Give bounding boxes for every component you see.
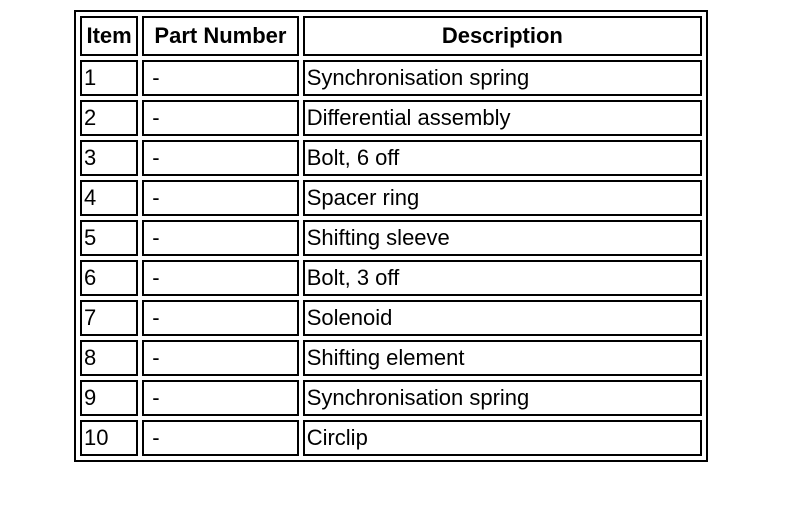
cell-part-number: - [142, 180, 299, 216]
cell-part-number: - [142, 100, 299, 136]
cell-item: 3 [80, 140, 138, 176]
table-header-row [80, 16, 702, 56]
table-row [80, 60, 702, 96]
table-row [80, 340, 702, 376]
cell-description: Shifting element [303, 340, 702, 376]
header-description: Description [303, 16, 702, 56]
cell-item: 7 [80, 300, 138, 336]
cell-item: 1 [80, 60, 138, 96]
table-row [80, 180, 702, 216]
cell-item: 2 [80, 100, 138, 136]
cell-part-number: - [142, 300, 299, 336]
table-row [80, 300, 702, 336]
header-part-number: Part Number [142, 16, 299, 56]
header-item: Item [80, 16, 138, 56]
table-row [80, 260, 702, 296]
cell-description: Solenoid [303, 300, 702, 336]
cell-part-number: - [142, 340, 299, 376]
cell-description: Bolt, 6 off [303, 140, 702, 176]
cell-description: Synchronisation spring [303, 60, 702, 96]
cell-description: Shifting sleeve [303, 220, 702, 256]
cell-part-number: - [142, 60, 299, 96]
table-row [80, 100, 702, 136]
cell-part-number: - [142, 260, 299, 296]
cell-item: 6 [80, 260, 138, 296]
cell-part-number: - [142, 220, 299, 256]
cell-description: Spacer ring [303, 180, 702, 216]
parts-table [74, 10, 708, 462]
table-row [80, 420, 702, 456]
cell-description: Bolt, 3 off [303, 260, 702, 296]
cell-item: 9 [80, 380, 138, 416]
cell-description: Circlip [303, 420, 702, 456]
cell-description: Synchronisation spring [303, 380, 702, 416]
cell-item: 8 [80, 340, 138, 376]
table-row [80, 380, 702, 416]
table-row [80, 220, 702, 256]
cell-part-number: - [142, 140, 299, 176]
table-row [80, 140, 702, 176]
cell-item: 5 [80, 220, 138, 256]
cell-item: 10 [80, 420, 138, 456]
cell-part-number: - [142, 380, 299, 416]
cell-part-number: - [142, 420, 299, 456]
cell-description: Differential assembly [303, 100, 702, 136]
cell-item: 4 [80, 180, 138, 216]
